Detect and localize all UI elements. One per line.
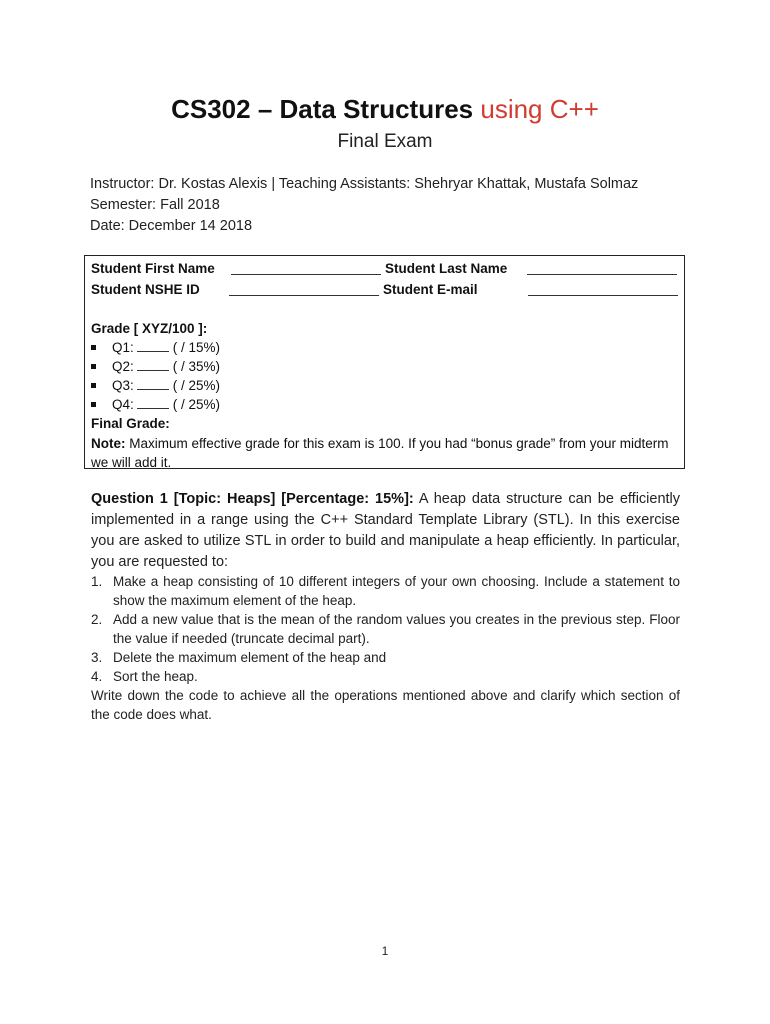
grade-note	[91, 434, 683, 472]
page-title	[0, 92, 770, 126]
q2-score-field[interactable]	[137, 359, 169, 371]
question-1-intro	[91, 489, 680, 573]
grade-item-q1: Q1: ( / 15%)	[91, 338, 220, 357]
q3-score-field[interactable]	[137, 378, 169, 390]
grade-item-q4: Q4: ( / 25%)	[91, 395, 220, 414]
grade-item-q2: Q2: ( / 35%)	[91, 357, 220, 376]
final-grade-label: Final Grade:	[91, 416, 170, 431]
first-name-field[interactable]	[231, 274, 381, 275]
list-item: 2. Add a new value that is the mean of the random values you creates in the previous step. Floor the value if needed (truncate decimal part).	[91, 612, 680, 646]
last-name-field[interactable]	[527, 274, 677, 275]
q4-score-field[interactable]	[137, 397, 169, 409]
instructor-line: Instructor: Dr. Kostas Alexis | Teaching Assistants: Shehryar Khattak, Mustafa Solmaz	[90, 176, 639, 192]
grade-heading: Grade [ XYZ/100 ]:	[91, 321, 208, 336]
question-1-steps	[91, 572, 680, 724]
date-line: Date: December 14 2018	[90, 218, 253, 234]
student-info-box	[84, 255, 685, 469]
page-number: 1	[381, 944, 389, 958]
list-item: 3. Delete the maximum element of the heap and	[91, 650, 387, 665]
email-field[interactable]	[528, 295, 678, 296]
nshe-id-field[interactable]	[229, 295, 379, 296]
email-label: Student E-mail	[383, 282, 478, 297]
title-main: CS302 – Data Structures	[171, 94, 474, 124]
bullet-icon	[91, 402, 96, 407]
note-label: Note:	[91, 436, 126, 451]
question-1-heading: Question 1 [Topic: Heaps] [Percentage: 15%]:	[91, 491, 414, 507]
question-1-intro-text: A heap data structure can be efficiently implemented in a range using the C++ Standard Template Library (STL). In this exercise you are asked to utilize STL in order to build and manipulate a heap efficiently. In particular, you are requested to:	[91, 491, 681, 570]
bullet-icon	[91, 364, 96, 369]
list-item: 1. Make a heap consisting of 10 different integers of your own choosing. Include a statement to show the maximum element of the heap.	[91, 574, 680, 608]
q1-score-field[interactable]	[137, 340, 169, 352]
first-name-label: Student First Name	[91, 261, 215, 276]
title-accent: using C++	[480, 94, 599, 124]
bullet-icon	[91, 383, 96, 388]
last-name-label: Student Last Name	[385, 261, 508, 276]
grade-item-q3: Q3: ( / 25%)	[91, 376, 220, 395]
question-1-closing: Write down the code to achieve all the operations mentioned above and clarify which section of the code does what.	[91, 688, 680, 722]
nshe-id-label: Student NSHE ID	[91, 282, 200, 297]
note-text: Maximum effective grade for this exam is 100. If you had “bonus grade” from your midterm we will add it.	[91, 436, 669, 470]
semester-line: Semester: Fall 2018	[90, 197, 220, 213]
page-subtitle: Final Exam	[337, 131, 433, 152]
bullet-icon	[91, 345, 96, 350]
list-item: 4. Sort the heap.	[91, 669, 198, 684]
